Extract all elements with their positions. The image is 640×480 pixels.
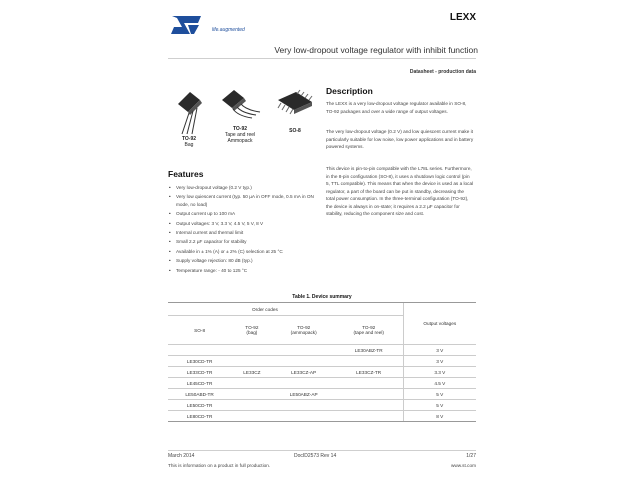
document-subtitle: Very low-dropout voltage regulator with inhibit function [274, 45, 478, 55]
table-row: LE33CD-TR LE33CZ LE33CZ-AP LE33CZ-TR 3.3 V [168, 367, 476, 378]
column-header: SO-8 [168, 316, 231, 345]
table-row: LE50ABD-TR LE50ABZ-AP 5 V [168, 389, 476, 400]
to92-ammopack-icon [222, 90, 260, 118]
footer-website-link[interactable]: www.st.com [450, 463, 476, 468]
features-heading: Features [168, 169, 204, 179]
so8-icon [278, 90, 312, 114]
device-summary-table [168, 302, 476, 422]
list-item: • Available in ± 1% (A) or ± 2% (C) selection at 25 °C [168, 248, 320, 255]
footer-divider [168, 450, 476, 451]
to92-bag-icon [178, 92, 202, 134]
st-logo [168, 14, 202, 36]
order-codes-header: Order codes [168, 303, 403, 316]
footer-doc-id: DocID2573 Rev 14 [294, 453, 337, 459]
footer-production-note: This is information on a product in full production. [168, 463, 271, 468]
package-label: SO-8 [289, 128, 301, 134]
datasheet-type: Datasheet - production data [409, 69, 476, 75]
list-item: • Internal current and thermal limit [168, 229, 320, 236]
output-voltages-header: Output voltages [403, 303, 476, 345]
list-item: • Very low-dropout voltage (0.2 V typ.) [168, 184, 320, 191]
description-paragraph: This device is pin-to-pin compatible with the L78L series. Furthermore, in the 8-pin configuration (SO-8), it uses a shutdown logic control (pin 5, TTL compatible). This means that when the device is used as a local regulator, a part of the board can be put in standby, decreasing the total power consumption. In the three-terminal configuration (TO-92), the device is always in on-state; it requires a 2.2 µF capacitor for stability, reducing the component size and cost. [326, 166, 474, 216]
features-list [168, 184, 320, 276]
part-number: LEXX [449, 12, 476, 23]
list-item: • Temperature range: - 40 to 125 °C [168, 267, 320, 274]
list-item: • Very low quiescent current (typ. 50 µA in OFF mode, 0.5 mA in ON mode, no load) [168, 193, 320, 208]
table-row: LE30CD-TR 3 V [168, 356, 476, 367]
description-paragraph: The LEXX is a very low-dropout voltage regulator available in SO-8, TO-92 packages and over a wide range of output voltages. [326, 101, 467, 114]
package-illustrations [168, 78, 318, 154]
list-item: • Output current up to 100 mA [168, 210, 320, 217]
table-row: LE30ABZ-TR 3 V [168, 345, 476, 356]
brand-tagline: life.augmented [212, 27, 245, 33]
list-item: • Output voltages: 3 V, 3.3 V, 4.5 V, 5 V, 8 V [168, 220, 320, 227]
column-header: TO-92 (tape and reel) [335, 316, 403, 345]
package-label: TO-92 Bag [181, 136, 197, 148]
footer-date: March 2014 [168, 453, 195, 459]
list-item: • Supply voltage rejection: 80 dB (typ.) [168, 257, 320, 264]
table-row: LE45CD-TR 4.5 V [168, 378, 476, 389]
table-row: LE50CD-TR 5 V [168, 400, 476, 411]
table-row: LE80CD-TR 8 V [168, 411, 476, 422]
description-heading: Description [326, 86, 373, 96]
footer-page-number: 1/27 [466, 453, 476, 459]
description-paragraph: The very low-dropout voltage (0.2 V) and low quiescent current make it particularly suitable for low noise, low power applications and in battery powered systems. [326, 129, 474, 149]
column-header: TO-92 (ammopack) [273, 316, 335, 345]
table-caption: Table 1. Device summary [292, 294, 352, 300]
header-divider [168, 58, 476, 59]
column-header: TO-92 (bag) [231, 316, 272, 345]
package-label: TO-92 Tape and reel Ammopack [224, 126, 256, 144]
list-item: • Small 2.2 µF capacitor for stability [168, 238, 320, 245]
